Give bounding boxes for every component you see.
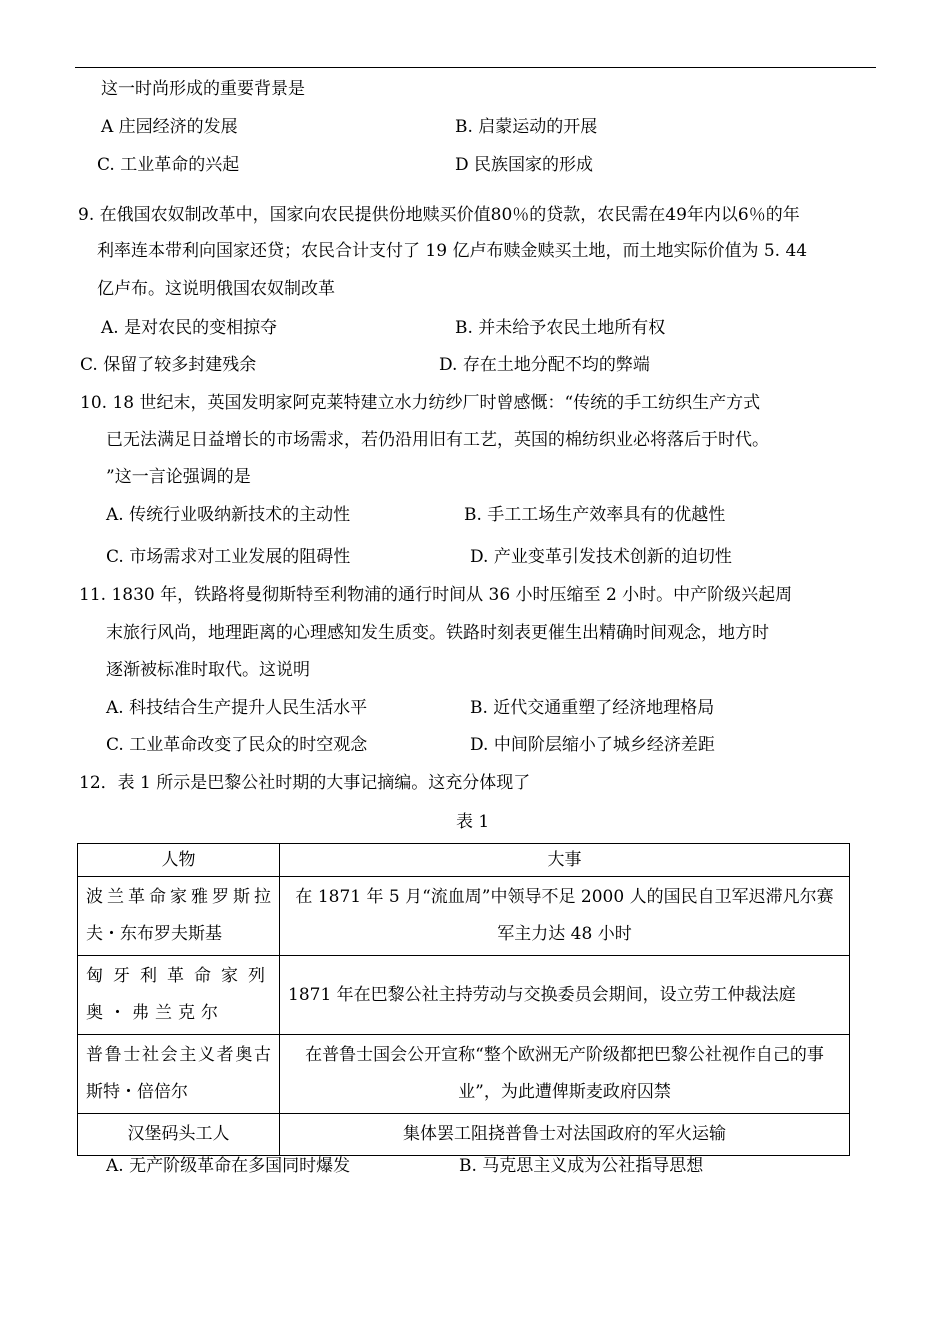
q8-option-c: C. 工业革命的兴起 bbox=[97, 155, 240, 175]
q10-option-a: A. 传统行业吸纳新技术的主动性 bbox=[106, 505, 351, 525]
q9-option-d: D. 存在土地分配不均的弊端 bbox=[439, 355, 650, 375]
q9-option-a: A. 是对农民的变相掠夺 bbox=[101, 318, 278, 338]
q10-option-b: B. 手工工场生产效率具有的优越性 bbox=[464, 505, 726, 525]
q8-option-a: A 庄园经济的发展 bbox=[101, 117, 238, 137]
table-row bbox=[78, 877, 850, 956]
q9-option-c: C. 保留了较多封建残余 bbox=[80, 355, 257, 375]
table-row bbox=[78, 956, 850, 1035]
q10-option-c: C. 市场需求对工业发展的阻碍性 bbox=[106, 547, 351, 567]
q9-line-3: 亿卢布。这说明俄国农奴制改革 bbox=[97, 279, 335, 299]
table-cell-person: 汉堡码头工人 bbox=[78, 1114, 280, 1156]
table-cell-event: 1871 年在巴黎公社主持劳动与交换委员会期间，设立劳工仲裁法庭 bbox=[280, 956, 850, 1035]
table-cell-person: 匈牙利革命家列奥・弗兰克尔 bbox=[78, 956, 280, 1035]
table-cell-person: 普鲁士社会主义者奥古斯特・倍倍尔 bbox=[78, 1035, 280, 1114]
q11-option-c: C. 工业革命改变了民众的时空观念 bbox=[106, 735, 368, 755]
q10-line-3: ”这一言论强调的是 bbox=[106, 467, 251, 487]
table-header-event: 大事 bbox=[280, 844, 850, 877]
q11-option-d: D. 中间阶层缩小了城乡经济差距 bbox=[470, 735, 715, 755]
events-table bbox=[77, 843, 850, 1156]
q9-line-2: 利率连本带利向国家还贷；农民合计支付了 19 亿卢布赎金赎买土地，而土地实际价值为 5. 44 bbox=[97, 241, 808, 261]
table-row bbox=[78, 1035, 850, 1114]
q10-line-1: 10. 18 世纪末，英国发明家阿克莱特建立水力纺纱厂时曾感慨：“传统的手工纺织生产方式 bbox=[80, 393, 761, 413]
q10-line-2: 已无法满足日益增长的市场需求，若仍沿用旧有工艺，英国的棉纺织业必将落后于时代。 bbox=[106, 430, 769, 450]
table-cell-event: 在普鲁士国会公开宣称“整个欧洲无产阶级都把巴黎公社视作自己的事业”，为此遭俾斯麦政府囚禁 bbox=[280, 1035, 850, 1114]
table-cell-person: 波兰革命家雅罗斯拉夫・东布罗夫斯基 bbox=[78, 877, 280, 956]
q8-option-b: B. 启蒙运动的开展 bbox=[455, 117, 598, 137]
q10-option-d: D. 产业变革引发技术创新的迫切性 bbox=[470, 547, 732, 567]
q12-stem: 12．表 1 所示是巴黎公社时期的大事记摘编。这充分体现了 bbox=[79, 773, 531, 793]
q9-line-1: 9. 在俄国农奴制改革中，国家向农民提供份地赎买价值80％的贷款，农民需在49年内以6％的年 bbox=[78, 205, 800, 225]
header-rule bbox=[75, 67, 876, 68]
q11-line-2: 末旅行风尚，地理距离的心理感知发生质变。铁路时刻表更催生出精确时间观念，地方时 bbox=[106, 623, 769, 643]
q8-stem-tail: 这一时尚形成的重要背景是 bbox=[101, 79, 305, 99]
table-caption: 表 1 bbox=[456, 812, 490, 832]
q11-option-a: A. 科技结合生产提升人民生活水平 bbox=[106, 698, 368, 718]
q11-line-1: 11. 1830 年，铁路将曼彻斯特至利物浦的通行时间从 36 小时压缩至 2 小时。中产阶级兴起周 bbox=[79, 585, 793, 605]
table-row bbox=[78, 1114, 850, 1156]
q11-option-b: B. 近代交通重塑了经济地理格局 bbox=[470, 698, 715, 718]
q11-line-3: 逐渐被标准时取代。这说明 bbox=[106, 660, 310, 680]
q9-option-b: B. 并未给予农民土地所有权 bbox=[455, 318, 666, 338]
q8-option-d: D 民族国家的形成 bbox=[455, 155, 594, 175]
table-header-person: 人物 bbox=[78, 844, 280, 877]
table-cell-event: 在 1871 年 5 月“流血周”中领导不足 2000 人的国民自卫军迟滞凡尔赛军主力达 48 小时 bbox=[280, 877, 850, 956]
table-cell-event: 集体罢工阻挠普鲁士对法国政府的军火运输 bbox=[280, 1114, 850, 1156]
q12-option-a: A. 无产阶级革命在多国同时爆发 bbox=[106, 1156, 351, 1176]
q12-option-b: B. 马克思主义成为公社指导思想 bbox=[459, 1156, 704, 1176]
table-header-row bbox=[78, 844, 850, 877]
